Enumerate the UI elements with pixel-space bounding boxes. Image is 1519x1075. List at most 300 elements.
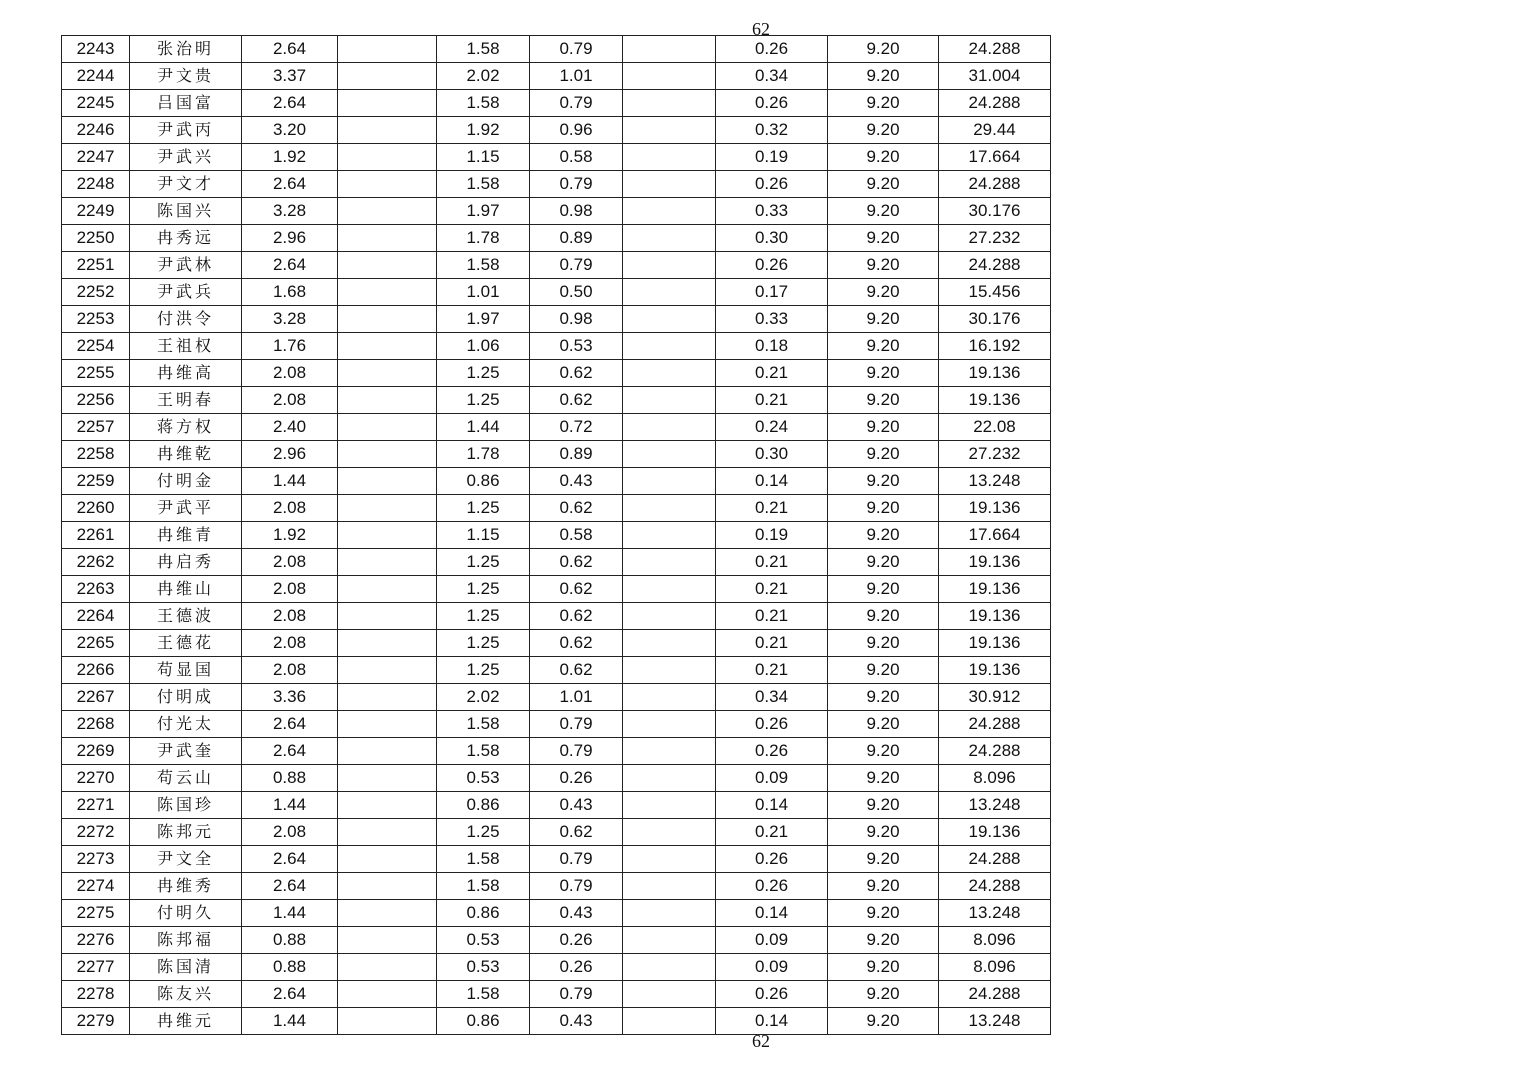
table-cell: 1.25 [437, 576, 530, 603]
table-cell: 0.62 [530, 603, 623, 630]
table-cell: 2.02 [437, 684, 530, 711]
table-cell: 9.20 [828, 819, 939, 846]
table-cell: 0.53 [530, 333, 623, 360]
name-cell: 尹武兴 [130, 144, 242, 171]
table-cell [338, 414, 437, 441]
name-cell: 尹武兵 [130, 279, 242, 306]
table-row [62, 549, 1051, 576]
table-cell: 0.79 [530, 252, 623, 279]
table-cell: 0.33 [716, 306, 828, 333]
row-number-cell: 2258 [62, 441, 130, 468]
table-cell [338, 360, 437, 387]
table-cell: 1.58 [437, 846, 530, 873]
table-cell: 1.58 [437, 738, 530, 765]
table-cell [338, 711, 437, 738]
table-cell: 0.79 [530, 711, 623, 738]
name-cell: 冉秀远 [130, 225, 242, 252]
table-row [62, 873, 1051, 900]
table-cell: 9.20 [828, 333, 939, 360]
table-cell: 24.288 [939, 873, 1051, 900]
table-cell: 9.20 [828, 981, 939, 1008]
table-cell: 0.58 [530, 522, 623, 549]
table-cell: 0.62 [530, 819, 623, 846]
name-cell: 冉维元 [130, 1008, 242, 1035]
table-cell: 8.096 [939, 954, 1051, 981]
name-cell: 吕国富 [130, 90, 242, 117]
row-number-cell: 2244 [62, 63, 130, 90]
table-cell [623, 225, 716, 252]
table-row [62, 225, 1051, 252]
table-cell: 0.26 [530, 954, 623, 981]
table-cell: 1.25 [437, 549, 530, 576]
table-cell: 2.08 [242, 360, 338, 387]
table-cell [338, 279, 437, 306]
table-cell: 0.26 [716, 873, 828, 900]
table-row [62, 441, 1051, 468]
table-cell: 9.20 [828, 927, 939, 954]
table-cell: 0.79 [530, 846, 623, 873]
table-cell: 30.176 [939, 198, 1051, 225]
table-cell: 0.62 [530, 657, 623, 684]
table-cell [338, 90, 437, 117]
table-row [62, 819, 1051, 846]
name-cell: 陈国清 [130, 954, 242, 981]
name-cell: 付明成 [130, 684, 242, 711]
table-cell: 13.248 [939, 468, 1051, 495]
row-number-cell: 2250 [62, 225, 130, 252]
table-cell [338, 792, 437, 819]
table-cell: 0.26 [716, 846, 828, 873]
table-cell: 16.192 [939, 333, 1051, 360]
table-cell: 9.20 [828, 873, 939, 900]
table-cell: 9.20 [828, 900, 939, 927]
table-cell [623, 495, 716, 522]
table-cell: 2.64 [242, 981, 338, 1008]
table-cell: 31.004 [939, 63, 1051, 90]
table-cell: 1.15 [437, 144, 530, 171]
table-cell: 0.96 [530, 117, 623, 144]
row-number-cell: 2257 [62, 414, 130, 441]
table-cell: 1.58 [437, 873, 530, 900]
table-cell [338, 657, 437, 684]
table-cell: 0.09 [716, 954, 828, 981]
table-cell [338, 252, 437, 279]
table-cell: 0.14 [716, 1008, 828, 1035]
table-cell [338, 333, 437, 360]
table-cell: 24.288 [939, 90, 1051, 117]
name-cell: 尹武平 [130, 495, 242, 522]
table-cell [623, 171, 716, 198]
row-number-cell: 2278 [62, 981, 130, 1008]
table-row [62, 468, 1051, 495]
name-cell: 付明金 [130, 468, 242, 495]
table-cell: 0.09 [716, 927, 828, 954]
table-cell: 9.20 [828, 117, 939, 144]
table-cell: 0.89 [530, 225, 623, 252]
data-table [61, 35, 1051, 1035]
table-cell [623, 117, 716, 144]
table-cell: 0.26 [716, 90, 828, 117]
table-cell: 0.26 [716, 36, 828, 63]
table-cell: 9.20 [828, 765, 939, 792]
table-cell [623, 1008, 716, 1035]
table-cell [338, 576, 437, 603]
table-cell [338, 36, 437, 63]
table-cell: 9.20 [828, 495, 939, 522]
table-cell: 1.92 [242, 144, 338, 171]
row-number-cell: 2263 [62, 576, 130, 603]
table-cell: 24.288 [939, 171, 1051, 198]
table-row [62, 495, 1051, 522]
name-cell: 陈邦元 [130, 819, 242, 846]
table-cell: 19.136 [939, 657, 1051, 684]
table-cell: 0.21 [716, 549, 828, 576]
table-cell: 0.19 [716, 522, 828, 549]
row-number-cell: 2259 [62, 468, 130, 495]
table-row [62, 414, 1051, 441]
name-cell: 付洪令 [130, 306, 242, 333]
name-cell: 付光太 [130, 711, 242, 738]
table-cell: 9.20 [828, 684, 939, 711]
table-cell: 2.64 [242, 873, 338, 900]
table-cell [623, 549, 716, 576]
table-row [62, 360, 1051, 387]
table-cell: 19.136 [939, 603, 1051, 630]
table-cell: 0.32 [716, 117, 828, 144]
table-cell: 0.98 [530, 306, 623, 333]
table-cell [623, 630, 716, 657]
table-cell [338, 1008, 437, 1035]
table-cell: 0.30 [716, 441, 828, 468]
table-cell: 1.78 [437, 225, 530, 252]
table-cell: 30.176 [939, 306, 1051, 333]
table-cell [338, 549, 437, 576]
name-cell: 冉维青 [130, 522, 242, 549]
row-number-cell: 2248 [62, 171, 130, 198]
table-row [62, 927, 1051, 954]
table-cell [623, 684, 716, 711]
table-cell: 0.34 [716, 684, 828, 711]
table-cell: 2.08 [242, 576, 338, 603]
table-cell: 0.53 [437, 927, 530, 954]
table-cell: 2.64 [242, 846, 338, 873]
table-row [62, 198, 1051, 225]
table-cell [623, 927, 716, 954]
table-cell: 9.20 [828, 144, 939, 171]
table-cell: 30.912 [939, 684, 1051, 711]
table-cell: 0.98 [530, 198, 623, 225]
row-number-cell: 2264 [62, 603, 130, 630]
table-cell: 0.09 [716, 765, 828, 792]
table-cell [623, 522, 716, 549]
table-cell: 0.26 [716, 711, 828, 738]
table-cell: 9.20 [828, 387, 939, 414]
table-cell [623, 90, 716, 117]
table-cell: 22.08 [939, 414, 1051, 441]
table-cell: 19.136 [939, 549, 1051, 576]
name-cell: 苟显国 [130, 657, 242, 684]
table-cell [623, 792, 716, 819]
row-number-cell: 2265 [62, 630, 130, 657]
page-number-bottom: 62 [752, 1031, 770, 1051]
table-cell [338, 198, 437, 225]
table-cell: 17.664 [939, 144, 1051, 171]
table-cell: 9.20 [828, 846, 939, 873]
table-cell: 9.20 [828, 738, 939, 765]
table-cell: 2.64 [242, 252, 338, 279]
table-cell: 1.25 [437, 657, 530, 684]
table-cell: 0.72 [530, 414, 623, 441]
table-cell: 19.136 [939, 495, 1051, 522]
table-cell: 0.14 [716, 900, 828, 927]
table-cell: 1.25 [437, 360, 530, 387]
name-cell: 付明久 [130, 900, 242, 927]
table-cell: 9.20 [828, 711, 939, 738]
table-cell: 2.64 [242, 711, 338, 738]
table-cell: 0.17 [716, 279, 828, 306]
table-cell: 3.20 [242, 117, 338, 144]
name-cell: 尹武奎 [130, 738, 242, 765]
table-cell: 0.30 [716, 225, 828, 252]
table-cell: 9.20 [828, 306, 939, 333]
table-cell: 2.40 [242, 414, 338, 441]
table-cell [338, 522, 437, 549]
table-cell: 0.21 [716, 819, 828, 846]
row-number-cell: 2243 [62, 36, 130, 63]
table-cell: 27.232 [939, 225, 1051, 252]
table-cell: 0.62 [530, 495, 623, 522]
table-cell: 1.25 [437, 819, 530, 846]
table-cell: 2.64 [242, 738, 338, 765]
table-cell: 3.28 [242, 306, 338, 333]
row-number-cell: 2247 [62, 144, 130, 171]
name-cell: 王明春 [130, 387, 242, 414]
table-cell: 1.01 [437, 279, 530, 306]
table-cell: 24.288 [939, 252, 1051, 279]
table-row [62, 117, 1051, 144]
table-row [62, 171, 1051, 198]
table-cell: 9.20 [828, 792, 939, 819]
name-cell: 陈国珍 [130, 792, 242, 819]
table-cell [623, 954, 716, 981]
name-cell: 冉启秀 [130, 549, 242, 576]
table-cell: 0.53 [437, 765, 530, 792]
table-cell: 1.97 [437, 198, 530, 225]
table-cell: 13.248 [939, 1008, 1051, 1035]
table-cell: 19.136 [939, 387, 1051, 414]
table-cell: 1.01 [530, 63, 623, 90]
table-cell: 2.08 [242, 603, 338, 630]
table-row [62, 684, 1051, 711]
row-number-cell: 2266 [62, 657, 130, 684]
table-cell: 9.20 [828, 414, 939, 441]
name-cell: 冉维秀 [130, 873, 242, 900]
table-row [62, 576, 1051, 603]
table-cell: 9.20 [828, 198, 939, 225]
table-cell [338, 387, 437, 414]
table-cell [338, 765, 437, 792]
table-cell: 0.14 [716, 792, 828, 819]
table-cell: 1.68 [242, 279, 338, 306]
table-cell: 17.664 [939, 522, 1051, 549]
table-cell: 8.096 [939, 927, 1051, 954]
table-cell: 0.21 [716, 495, 828, 522]
table-cell: 9.20 [828, 36, 939, 63]
table-cell: 1.06 [437, 333, 530, 360]
table-cell: 1.25 [437, 387, 530, 414]
table-cell: 2.64 [242, 36, 338, 63]
table-cell: 0.53 [437, 954, 530, 981]
table-cell: 24.288 [939, 738, 1051, 765]
table-cell: 2.08 [242, 819, 338, 846]
table-cell [623, 333, 716, 360]
table-cell: 0.79 [530, 873, 623, 900]
table-cell: 1.97 [437, 306, 530, 333]
table-cell: 0.88 [242, 765, 338, 792]
table-cell: 1.01 [530, 684, 623, 711]
table-cell: 0.62 [530, 360, 623, 387]
table-row [62, 981, 1051, 1008]
table-cell: 1.44 [242, 792, 338, 819]
table-row [62, 657, 1051, 684]
row-number-cell: 2268 [62, 711, 130, 738]
row-number-cell: 2271 [62, 792, 130, 819]
table-cell [338, 603, 437, 630]
table-cell [623, 603, 716, 630]
table-cell: 9.20 [828, 657, 939, 684]
table-row [62, 63, 1051, 90]
table-cell: 2.96 [242, 225, 338, 252]
table-cell: 9.20 [828, 954, 939, 981]
name-cell: 尹文贵 [130, 63, 242, 90]
table-row [62, 711, 1051, 738]
table-cell: 24.288 [939, 36, 1051, 63]
table-cell: 0.21 [716, 387, 828, 414]
row-number-cell: 2261 [62, 522, 130, 549]
table-cell [623, 846, 716, 873]
row-number-cell: 2254 [62, 333, 130, 360]
row-number-cell: 2253 [62, 306, 130, 333]
name-cell: 尹武丙 [130, 117, 242, 144]
table-cell: 0.79 [530, 981, 623, 1008]
table-cell: 3.28 [242, 198, 338, 225]
table-cell [623, 252, 716, 279]
table-cell: 9.20 [828, 252, 939, 279]
table-cell: 0.26 [716, 738, 828, 765]
table-row [62, 333, 1051, 360]
table-cell: 19.136 [939, 360, 1051, 387]
table-cell [623, 36, 716, 63]
table-cell: 1.58 [437, 252, 530, 279]
table-row [62, 1008, 1051, 1035]
table-cell [338, 171, 437, 198]
table-cell: 8.096 [939, 765, 1051, 792]
table-row [62, 954, 1051, 981]
table-cell: 0.43 [530, 468, 623, 495]
row-number-cell: 2245 [62, 90, 130, 117]
table-cell: 9.20 [828, 360, 939, 387]
name-cell: 尹武林 [130, 252, 242, 279]
table-cell: 0.34 [716, 63, 828, 90]
row-number-cell: 2270 [62, 765, 130, 792]
table-row [62, 522, 1051, 549]
table-cell: 29.44 [939, 117, 1051, 144]
table-cell: 19.136 [939, 576, 1051, 603]
table-cell: 9.20 [828, 603, 939, 630]
row-number-cell: 2279 [62, 1008, 130, 1035]
table-cell: 0.18 [716, 333, 828, 360]
table-cell [338, 225, 437, 252]
table-cell: 1.25 [437, 495, 530, 522]
table-cell: 0.58 [530, 144, 623, 171]
table-cell: 0.26 [530, 927, 623, 954]
table-row [62, 279, 1051, 306]
table-cell [338, 954, 437, 981]
table-cell: 1.44 [437, 414, 530, 441]
table-cell: 0.79 [530, 171, 623, 198]
row-number-cell: 2256 [62, 387, 130, 414]
table-cell: 9.20 [828, 90, 939, 117]
name-cell: 王德波 [130, 603, 242, 630]
table-cell [623, 63, 716, 90]
table-row [62, 792, 1051, 819]
table-cell [623, 279, 716, 306]
table-cell: 9.20 [828, 630, 939, 657]
table-cell: 9.20 [828, 468, 939, 495]
row-number-cell: 2262 [62, 549, 130, 576]
table-cell [623, 576, 716, 603]
table-cell: 9.20 [828, 576, 939, 603]
name-cell: 苟云山 [130, 765, 242, 792]
table-cell: 1.58 [437, 981, 530, 1008]
table-cell [338, 144, 437, 171]
table-cell: 3.36 [242, 684, 338, 711]
row-number-cell: 2269 [62, 738, 130, 765]
name-cell: 陈邦福 [130, 927, 242, 954]
row-number-cell: 2272 [62, 819, 130, 846]
table-cell: 0.89 [530, 441, 623, 468]
row-number-cell: 2260 [62, 495, 130, 522]
table-cell: 0.79 [530, 36, 623, 63]
table-cell: 0.43 [530, 900, 623, 927]
table-cell: 0.19 [716, 144, 828, 171]
table-cell: 0.21 [716, 657, 828, 684]
table-cell: 0.62 [530, 387, 623, 414]
table-cell: 24.288 [939, 981, 1051, 1008]
table-cell: 2.02 [437, 63, 530, 90]
table-cell: 0.86 [437, 900, 530, 927]
table-cell [623, 981, 716, 1008]
table-cell [623, 900, 716, 927]
table-cell: 1.58 [437, 90, 530, 117]
table-cell: 9.20 [828, 171, 939, 198]
table-cell: 19.136 [939, 630, 1051, 657]
row-number-cell: 2276 [62, 927, 130, 954]
table-row [62, 387, 1051, 414]
name-cell: 冉维山 [130, 576, 242, 603]
table-row [62, 765, 1051, 792]
table-cell: 1.25 [437, 603, 530, 630]
table-cell: 1.44 [242, 1008, 338, 1035]
table-row [62, 306, 1051, 333]
table-cell [623, 387, 716, 414]
table-cell: 0.14 [716, 468, 828, 495]
table-cell [623, 873, 716, 900]
table-cell [338, 873, 437, 900]
row-number-cell: 2275 [62, 900, 130, 927]
table-cell: 0.24 [716, 414, 828, 441]
table-cell: 0.26 [716, 171, 828, 198]
